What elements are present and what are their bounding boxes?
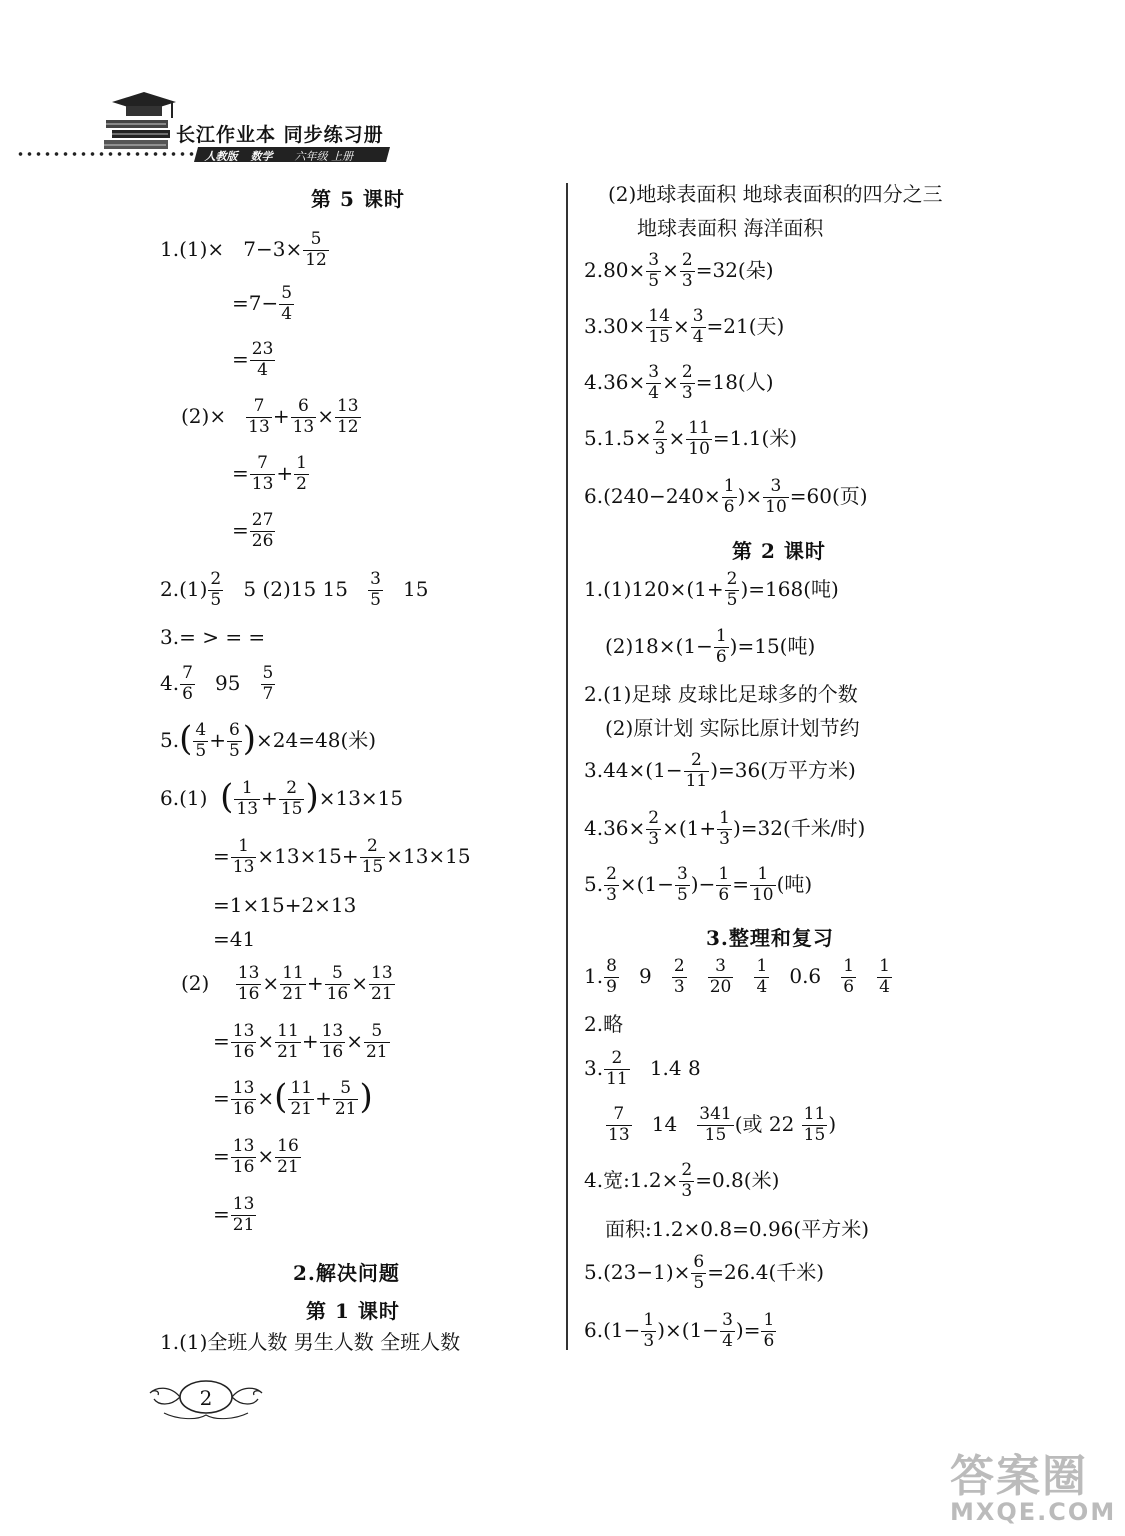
answer-line: 面积:1.2×0.8=0.96(平方米) [605, 1217, 870, 1241]
question-label: 1. [584, 963, 604, 988]
answer-line [584, 1050, 701, 1089]
fraction: $\frac{7}{13}$ [251, 453, 274, 494]
graduation-cap-books-icon [100, 88, 180, 156]
answer-line: =41 [213, 927, 256, 951]
fraction: $\frac{1}{3}$ [643, 1310, 655, 1351]
answer-line [160, 571, 428, 610]
column-divider [566, 183, 568, 1350]
answer-line: = $\frac{27}{26}$ [232, 510, 274, 551]
fraction: $\frac{2}{15}$ [280, 778, 303, 819]
answer-line: 6.(1) ( $\frac{1}{13}$ + $\frac{2}{15}$ )×13×15 [160, 777, 404, 819]
fraction: $\frac{23}{4}$ [251, 339, 274, 380]
answer-text: 15 [402, 576, 429, 601]
answer-text: )= [735, 1317, 761, 1342]
fraction: $\frac{2}{3}$ [681, 250, 693, 291]
answer-text: 3.44×(1− [584, 757, 683, 782]
answer-line [605, 1106, 836, 1145]
fraction: $\frac{5}{21}$ [334, 1078, 357, 1119]
answer-text: )=32(千米/时) [733, 815, 866, 840]
fraction: $\frac{2}{3}$ [606, 864, 617, 905]
page-number: 2 [199, 1386, 213, 1410]
fraction: $\frac{2}{11}$ [606, 1048, 628, 1089]
fraction: $\frac{8}{9}$ [606, 956, 617, 997]
answer-line: 2.80× $\frac{3}{5}$ × $\frac{2}{3}$ =32(朵) [584, 250, 774, 291]
answer-text: )=168(吨) [740, 576, 839, 601]
answer-text: 1.4 8 [649, 1055, 701, 1080]
answer-text: 95 [215, 670, 241, 695]
brand-title: 长江作业本 同步练习册 [176, 124, 384, 146]
fraction: $\frac{1}{6}$ [718, 864, 730, 905]
answer-line [605, 628, 815, 667]
answer-text: ×13×15 [318, 785, 404, 810]
fraction: $\frac{6}{13}$ [292, 396, 315, 437]
fraction: $\frac{3}{5}$ [648, 250, 660, 291]
answer-text: (2)18×(1− [605, 633, 713, 658]
header-dotted-rule [16, 152, 196, 156]
fraction: $\frac{11}{10}$ [688, 418, 710, 459]
answer-line: = $\frac{7}{13}$ + $\frac{1}{2}$ [232, 453, 307, 494]
fraction: $\frac{2}{5}$ [210, 569, 222, 610]
fraction: $\frac{13}{16}$ [321, 1021, 344, 1062]
answer-text: 5 (2)15 15 [243, 576, 348, 601]
answer-line: 4.36× $\frac{3}{4}$ × $\frac{2}{3}$ =18(人) [584, 362, 774, 403]
answer-text: 4.36× [584, 369, 646, 394]
answer-text: =1.1(米) [712, 425, 798, 450]
fraction: $\frac{13}{16}$ [232, 1021, 255, 1062]
question-label: 5. [160, 727, 180, 752]
question-label: 2.(1) [160, 576, 208, 601]
answer-text: =18(人) [695, 369, 774, 394]
section-heading: 3.整理和复习 [706, 926, 834, 950]
fraction: $\frac{13}{12}$ [336, 396, 359, 437]
fraction: $\frac{1}{6}$ [715, 626, 727, 667]
fraction: $\frac{1}{13}$ [232, 836, 255, 877]
fraction: $\frac{3}{5}$ [676, 864, 688, 905]
answer-line: 5. $\frac{2}{3}$ ×(1− $\frac{3}{5}$ )− $\frac{1}{6}$ = $\frac{1}{10}$ (吨) [584, 864, 813, 905]
answer-text: =21(天) [706, 313, 785, 338]
answer-text: 5. [584, 871, 604, 896]
answer-text: =0.8(米) [695, 1167, 780, 1192]
fraction: $\frac{7}{6}$ [182, 663, 193, 704]
answer-line: = $\frac{13}{16}$ × $\frac{16}{21}$ [213, 1136, 299, 1177]
page-number-badge [146, 1375, 266, 1425]
answer-text: ×24=48(米) [256, 727, 377, 752]
fraction: $\frac{7}{13}$ [248, 396, 270, 437]
fraction: $\frac{14}{15}$ [648, 306, 670, 347]
fraction: $\frac{2}{3}$ [648, 808, 660, 849]
fraction: $\frac{6}{5}$ [693, 1252, 705, 1293]
fraction: $\frac{11}{21}$ [277, 1021, 299, 1062]
answer-text: =60(页) [789, 483, 868, 508]
fraction: $\frac{5}{16}$ [326, 963, 349, 1004]
fraction: $\frac{5}{12}$ [305, 229, 327, 270]
fraction: $\frac{16}{21}$ [277, 1136, 299, 1177]
answer-line: = $\frac{23}{4}$ [232, 339, 274, 380]
fraction: $\frac{13}{21}$ [371, 963, 393, 1004]
answer-line [160, 665, 276, 704]
fraction: $\frac{341}{15}$ [699, 1104, 732, 1145]
fraction: $\frac{3}{4}$ [722, 1310, 733, 1351]
fraction: $\frac{2}{3}$ [654, 418, 666, 459]
fraction: $\frac{3}{4}$ [648, 362, 660, 403]
fraction: $\frac{4}{5}$ [195, 720, 207, 761]
lesson-heading: 第 1 课时 [306, 1299, 400, 1323]
answer-line: 5.1.5× $\frac{2}{3}$ × $\frac{11}{10}$ =1.1(米) [584, 418, 798, 459]
fraction: $\frac{1}{2}$ [296, 453, 307, 494]
answer-line: = $\frac{1}{13}$ ×13×15+ $\frac{2}{15}$ ×13×15 [213, 836, 471, 877]
fraction: $\frac{13}{16}$ [232, 1136, 255, 1177]
answer-text: )=36(万平方米) [710, 757, 856, 782]
fraction: $\frac{3}{20}$ [709, 956, 732, 997]
fraction: $\frac{3}{5}$ [370, 569, 381, 610]
watermark-line1: 答案圈 [950, 1451, 1088, 1502]
answer-line: = $\frac{13}{21}$ [213, 1194, 255, 1235]
answer-text: 9 [639, 963, 652, 988]
edition-label: 人教版 [203, 150, 241, 163]
answer-text: 3.30× [584, 313, 646, 338]
fraction: $\frac{6}{5}$ [228, 720, 240, 761]
section-heading: 2.解决问题 [293, 1261, 400, 1285]
answer-line: 3.30× $\frac{14}{15}$ × $\frac{3}{4}$ =21(天) [584, 306, 785, 347]
answer-text: 14 [651, 1111, 678, 1136]
answer-line: (2) $\frac{13}{16}$ × $\frac{11}{21}$ + $\frac{5}{16}$ × $\frac{13}{21}$ [181, 963, 393, 1004]
question-label: (2) [181, 970, 210, 995]
fraction: $\frac{3}{10}$ [765, 476, 787, 517]
answer-text: )=15(吨) [729, 633, 816, 658]
answer-text: =32(朵) [695, 257, 774, 282]
answer-line: 3.= > = = [160, 625, 266, 649]
answer-line: 6.(240−240× $\frac{1}{6}$ )× $\frac{3}{10}$ =60(页) [584, 476, 868, 517]
fraction: $\frac{11}{21}$ [290, 1078, 313, 1119]
answer-line: (2)× $\frac{7}{13}$ + $\frac{6}{13}$ × $\frac{13}{12}$ [181, 396, 359, 437]
answer-line: 5.( $\frac{4}{5}$ + $\frac{6}{5}$ )×24=48(米) [160, 719, 377, 761]
fraction: $\frac{1}{6}$ [763, 1310, 775, 1351]
answer-line [584, 810, 865, 849]
answer-line: 1.(1)× 7−3× $\frac{5}{12}$ [160, 229, 327, 270]
subject-label: 数学 [249, 150, 276, 163]
answer-text: ×(1− [619, 871, 674, 896]
fraction: $\frac{1}{13}$ [236, 778, 259, 819]
answer-text: 6.(1− [584, 1317, 641, 1342]
fraction: $\frac{5}{21}$ [365, 1021, 388, 1062]
answer-text: 4.36× [584, 815, 646, 840]
answer-text: 0.6 [789, 963, 822, 988]
fraction: $\frac{13}{21}$ [232, 1194, 255, 1235]
fraction: $\frac{2}{5}$ [726, 569, 738, 610]
answer-line [584, 958, 893, 997]
answer-text: 5.(23−1)× [584, 1259, 691, 1284]
answer-text: (或 22 [734, 1111, 795, 1136]
answer-text: ) [828, 1111, 837, 1136]
answer-text: 4.宽:1.2× [584, 1167, 679, 1192]
answer-text: 2.80× [584, 257, 646, 282]
answer-text: ×(1+ [662, 815, 717, 840]
fraction: $\frac{1}{10}$ [751, 864, 774, 905]
answer-text: 1.(1)120×(1+ [584, 576, 724, 601]
answer-line: 地球表面积 海洋面积 [637, 216, 824, 240]
fraction: $\frac{11}{21}$ [282, 963, 304, 1004]
lesson-heading: 第 5 课时 [311, 187, 405, 211]
answer-text: =26.4(千米) [707, 1259, 825, 1284]
answer-line: =1×15+2×13 [213, 893, 357, 917]
answer-line: 1.(1)全班人数 男生人数 全班人数 [160, 1330, 461, 1354]
fraction: $\frac{1}{6}$ [723, 476, 735, 517]
question-label: 1.(1)× [160, 236, 225, 261]
question-label: 4. [160, 670, 180, 695]
answer-text: )×(1− [657, 1317, 720, 1342]
answer-line: =7− $\frac{5}{4}$ [232, 283, 293, 324]
answer-text: )− [690, 871, 716, 896]
lesson-heading: 第 2 课时 [732, 539, 826, 563]
answer-line: = $\frac{13}{16}$ ×( $\frac{11}{21}$ + $\frac{5}{21}$ ) [213, 1077, 373, 1119]
watermark-line2: MXQE.COM [950, 1498, 1117, 1526]
answer-line [584, 571, 839, 610]
fraction: $\frac{7}{13}$ [608, 1104, 630, 1145]
answer-text: (吨) [776, 871, 813, 896]
fraction: $\frac{3}{4}$ [692, 306, 704, 347]
fraction: $\frac{2}{15}$ [361, 836, 384, 877]
answer-text: 5.1.5× [584, 425, 652, 450]
answer-line: 2.(1)足球 皮球比足球多的个数 [584, 682, 858, 706]
grade-label: 六年级 上册 [293, 150, 356, 163]
edition-strip [194, 147, 390, 162]
fraction: $\frac{2}{3}$ [681, 362, 693, 403]
fraction: $\frac{1}{4}$ [756, 956, 768, 997]
question-label: 3. [584, 1055, 604, 1080]
fraction: $\frac{2}{11}$ [685, 750, 708, 791]
fraction: $\frac{5}{7}$ [262, 663, 274, 704]
fraction: $\frac{1}{3}$ [719, 808, 730, 849]
fraction: $\frac{13}{16}$ [232, 1078, 255, 1119]
answer-line: (2)地球表面积 地球表面积的四分之三 [608, 182, 943, 206]
answer-line [584, 1162, 779, 1201]
fraction: $\frac{11}{15}$ [803, 1104, 826, 1145]
fraction: $\frac{1}{4}$ [879, 956, 890, 997]
answer-line: (2)原计划 实际比原计划节约 [605, 716, 860, 740]
question-label: 6.(1) [160, 785, 208, 810]
fraction: $\frac{13}{16}$ [237, 963, 260, 1004]
fraction: $\frac{5}{4}$ [281, 283, 293, 324]
question-label: (2)× [181, 403, 227, 428]
fraction: $\frac{27}{26}$ [251, 510, 274, 551]
answer-line [584, 1254, 824, 1293]
fraction: $\frac{1}{6}$ [843, 956, 855, 997]
answer-line [584, 1312, 777, 1351]
answer-line: = $\frac{13}{16}$ × $\frac{11}{21}$ + $\frac{13}{16}$ × $\frac{5}{21}$ [213, 1021, 388, 1062]
fraction: $\frac{2}{3}$ [673, 956, 685, 997]
fraction: $\frac{2}{3}$ [681, 1160, 693, 1201]
watermark [950, 1451, 1117, 1526]
answer-line: 2.略 [584, 1012, 624, 1036]
answer-text: 6.(240−240× [584, 483, 721, 508]
answer-line [584, 752, 856, 791]
